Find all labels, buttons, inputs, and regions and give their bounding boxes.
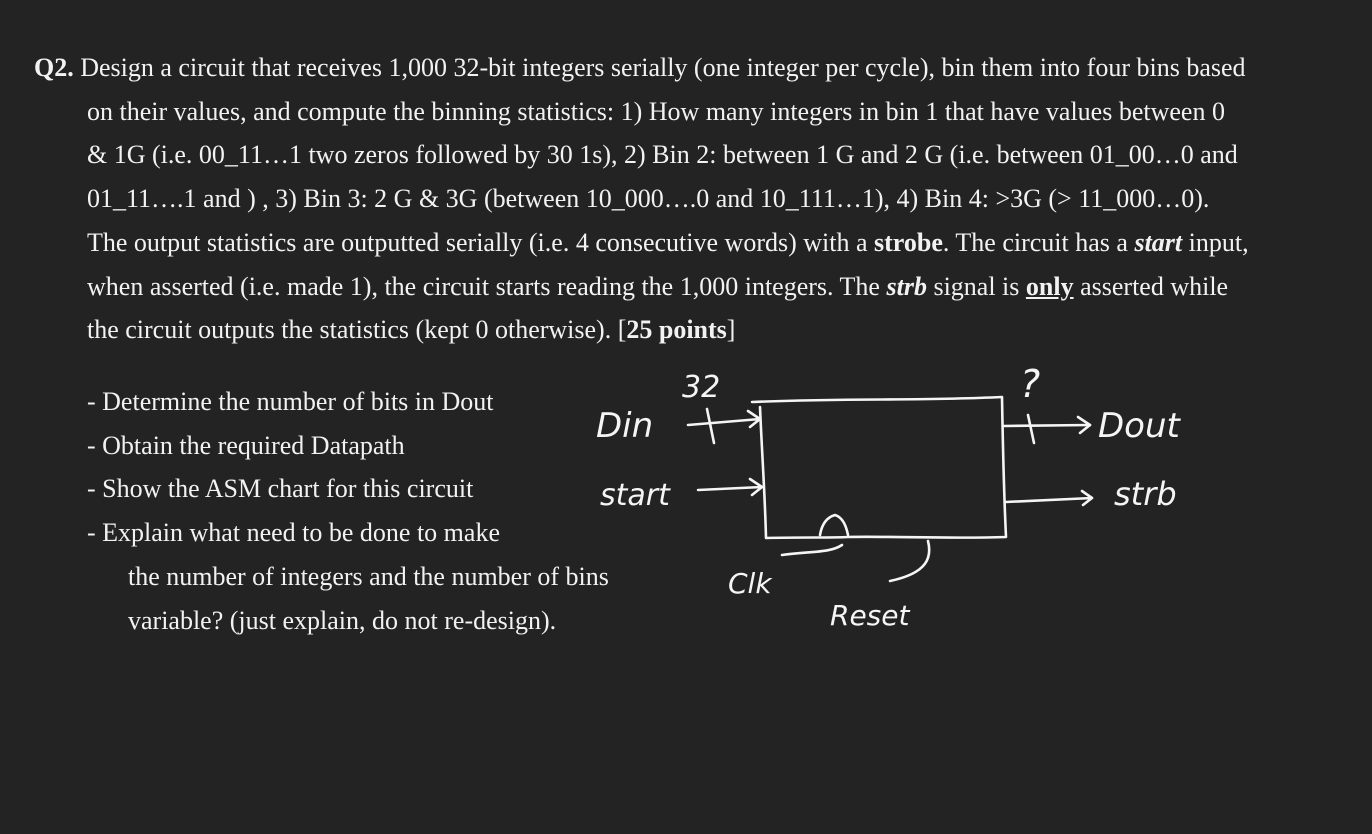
question-line-6-a: when asserted (i.e. made 1), the circuit starts reading the 1,000 integers. The xyxy=(87,271,887,301)
question-number: Q2. xyxy=(34,53,74,82)
start-arrow-line xyxy=(698,487,762,490)
question-line-5-a: The output statistics are outputted serially (i.e. 4 consecutive words) with a xyxy=(87,227,875,257)
question-line-5-b: . The circuit has a xyxy=(942,227,1135,257)
question-text xyxy=(34,46,1316,352)
question-line-7-b: ] xyxy=(726,315,736,345)
question-line-5 xyxy=(34,221,1316,265)
question-line-6-c: asserted while xyxy=(1073,271,1229,301)
circuit-block-sketch xyxy=(590,345,1230,645)
start-term: start xyxy=(1134,227,1183,257)
points-value: 25 points xyxy=(626,315,727,345)
task-item: - Determine the number of bits in Dout xyxy=(87,387,494,416)
dout-width-label: ? xyxy=(1020,362,1041,406)
task-item-continuation: the number of integers and the number of bins xyxy=(128,561,609,591)
clock-triangle xyxy=(820,515,848,535)
din-width-label: 32 xyxy=(682,370,721,405)
reset-label: Reset xyxy=(830,599,910,632)
dout-label: Dout xyxy=(1098,406,1180,446)
task-item: - Obtain the required Datapath xyxy=(87,430,405,460)
question-line-6 xyxy=(34,265,1316,309)
strobe-term: strobe xyxy=(874,227,943,257)
din-arrow-line xyxy=(688,419,760,425)
clk-line xyxy=(782,545,842,555)
dout-width-slash xyxy=(1028,415,1034,443)
circuit-box xyxy=(752,397,1006,538)
dout-arrow-line xyxy=(1004,425,1090,426)
din-width-slash xyxy=(707,409,714,443)
strb-label: strb xyxy=(1114,475,1177,513)
start-label: start xyxy=(600,478,670,513)
only-term: only xyxy=(1025,271,1074,301)
question-line-2: on their values, and compute the binning statistics: 1) How many integers in bin 1 that have values between 0 xyxy=(87,96,1225,126)
strb-term: strb xyxy=(886,271,927,301)
question-line-4: 01_11….1 and ) , 3) Bin 3: 2 G & 3G (between 10_000….0 and 10_111…1), 4) Bin 4: >3G (> 11_000…0). xyxy=(87,184,1210,214)
task-item: - Explain what need to be done to make xyxy=(87,518,500,548)
question-line-7-a: the circuit outputs the statistics (kept 0 otherwise). [ xyxy=(87,315,627,345)
strb-arrow-line xyxy=(1006,498,1092,502)
din-label: Din xyxy=(596,406,654,446)
question-line-5-c: input, xyxy=(1182,227,1249,257)
task-item-continuation: variable? (just explain, do not re-design). xyxy=(128,605,557,635)
question-line-3: & 1G (i.e. 00_11…1 two zeros followed by 30 1s), 2) Bin 2: between 1 G and 2 G (i.e. between 01_00…0 and xyxy=(87,140,1238,170)
task-list xyxy=(87,380,609,642)
reset-line xyxy=(890,541,929,581)
clk-label: Clk xyxy=(728,567,772,600)
question-line-1-text: Design a circuit that receives 1,000 32-bit integers serially (one integer per cycle), bin them into four bins based xyxy=(80,53,1246,82)
task-item: - Show the ASM chart for this circuit xyxy=(87,474,474,504)
question-line-6-b: signal is xyxy=(926,271,1026,301)
question-line-1 xyxy=(34,46,1316,90)
